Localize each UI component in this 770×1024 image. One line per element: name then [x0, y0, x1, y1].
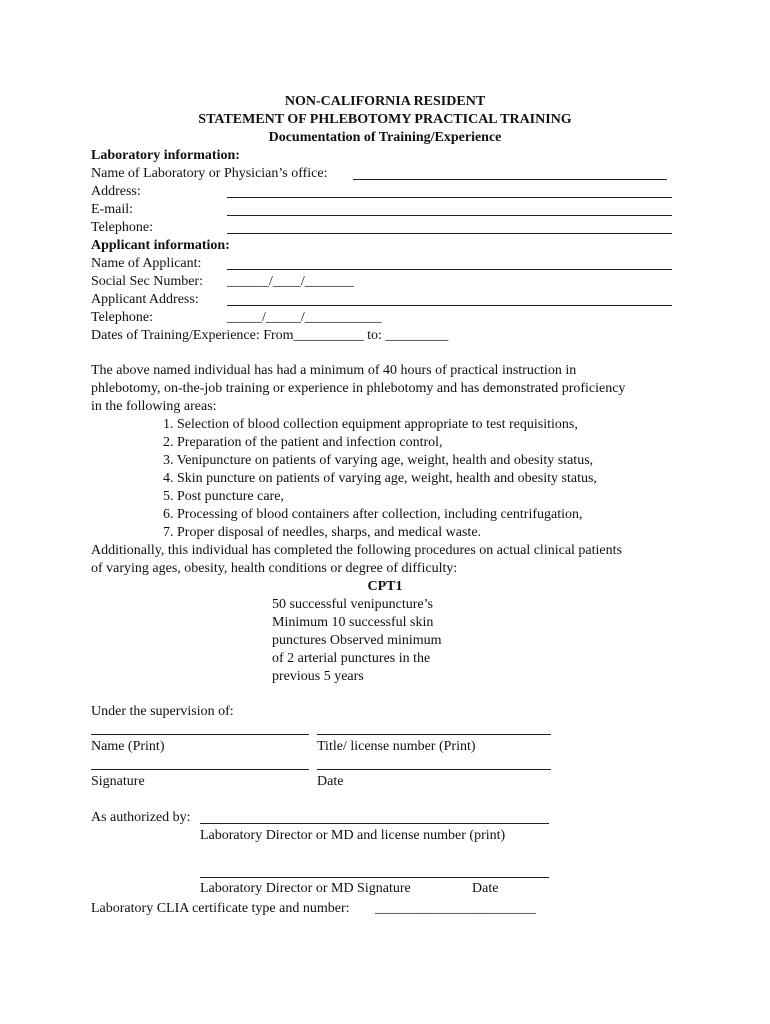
area-item: 7. Proper disposal of needles, sharps, and medical waste.	[163, 525, 482, 540]
ssn-label: Social Sec Number:	[91, 274, 203, 289]
area-item: 3. Venipuncture on patients of varying age, weight, health and obesity status,	[163, 453, 594, 468]
cpt-line: Minimum 10 successful skin	[272, 615, 434, 630]
additional-line2: of varying ages, obesity, health conditions or degree of difficulty:	[91, 561, 458, 576]
authorized-by-field[interactable]	[200, 823, 549, 824]
cpt-line: previous 5 years	[272, 669, 364, 684]
lab-email-field[interactable]	[227, 215, 672, 216]
lab-telephone-field[interactable]	[227, 233, 672, 234]
lab-email-label: E-mail:	[91, 202, 133, 217]
lab-address-field[interactable]	[227, 197, 672, 198]
form-title-line1: NON-CALIFORNIA RESIDENT	[284, 94, 486, 109]
name-print-label: Name (Print)	[91, 739, 165, 754]
supervisor-signature-field[interactable]	[91, 769, 309, 770]
applicant-name-field[interactable]	[227, 269, 672, 270]
supervisor-date-field[interactable]	[317, 769, 551, 770]
statement-line3: in the following areas:	[91, 399, 217, 414]
cpt-line: punctures Observed minimum	[272, 633, 442, 648]
cpt-line: of 2 arterial punctures in the	[272, 651, 431, 666]
applicant-telephone-label: Telephone:	[91, 310, 153, 325]
lab-info-heading: Laboratory information:	[91, 148, 240, 163]
additional-line1: Additionally, this individual has completed the following procedures on actual clinical patients	[91, 543, 622, 558]
director-print-label: Laboratory Director or MD and license number (print)	[200, 828, 506, 843]
applicant-address-label: Applicant Address:	[91, 292, 199, 307]
supervision-label: Under the supervision of:	[91, 704, 234, 719]
applicant-name-label: Name of Applicant:	[91, 256, 202, 271]
applicant-info-heading: Applicant information:	[91, 238, 230, 253]
lab-telephone-label: Telephone:	[91, 220, 153, 235]
lab-name-field[interactable]	[353, 179, 667, 180]
director-date-label: Date	[472, 881, 499, 896]
applicant-address-field[interactable]	[227, 305, 672, 306]
lab-name-label: Name of Laboratory or Physician’s office:	[91, 166, 328, 181]
director-signature-field[interactable]	[200, 877, 549, 878]
area-item: 6. Processing of blood containers after collection, including centrifugation,	[163, 507, 583, 522]
form-subtitle: Documentation of Training/Experience	[268, 130, 502, 145]
ssn-field[interactable]: ______/____/_______	[227, 274, 354, 289]
signature-label: Signature	[91, 774, 145, 789]
supervisor-name-field[interactable]	[91, 734, 309, 735]
authorized-by-label: As authorized by:	[91, 810, 191, 825]
date-label: Date	[317, 774, 344, 789]
clia-field[interactable]: _______________________	[375, 901, 536, 916]
supervisor-title-field[interactable]	[317, 734, 551, 735]
clia-label: Laboratory CLIA certificate type and number:	[91, 901, 350, 916]
statement-line1: The above named individual has had a minimum of 40 hours of practical instruction in	[91, 363, 577, 378]
area-item: 1. Selection of blood collection equipment appropriate to test requisitions,	[163, 417, 578, 432]
cpt-line: 50 successful venipuncture’s	[272, 597, 433, 612]
director-signature-label: Laboratory Director or MD Signature	[200, 881, 411, 896]
area-item: 2. Preparation of the patient and infection control,	[163, 435, 443, 450]
area-item: 5. Post puncture care,	[163, 489, 284, 504]
training-dates-field[interactable]: Dates of Training/Experience: From__________ to: _________	[91, 328, 449, 343]
form-title-line2: STATEMENT OF PHLEBOTOMY PRACTICAL TRAINING	[198, 112, 572, 127]
applicant-telephone-field[interactable]: _____/_____/___________	[227, 310, 382, 325]
title-license-label: Title/ license number (Print)	[317, 739, 476, 754]
cpt-title: CPT1	[367, 579, 403, 594]
statement-line2: phlebotomy, on-the-job training or experience in phlebotomy and has demonstrated proficiency	[91, 381, 626, 396]
lab-address-label: Address:	[91, 184, 141, 199]
area-item: 4. Skin puncture on patients of varying age, weight, health and obesity status,	[163, 471, 597, 486]
